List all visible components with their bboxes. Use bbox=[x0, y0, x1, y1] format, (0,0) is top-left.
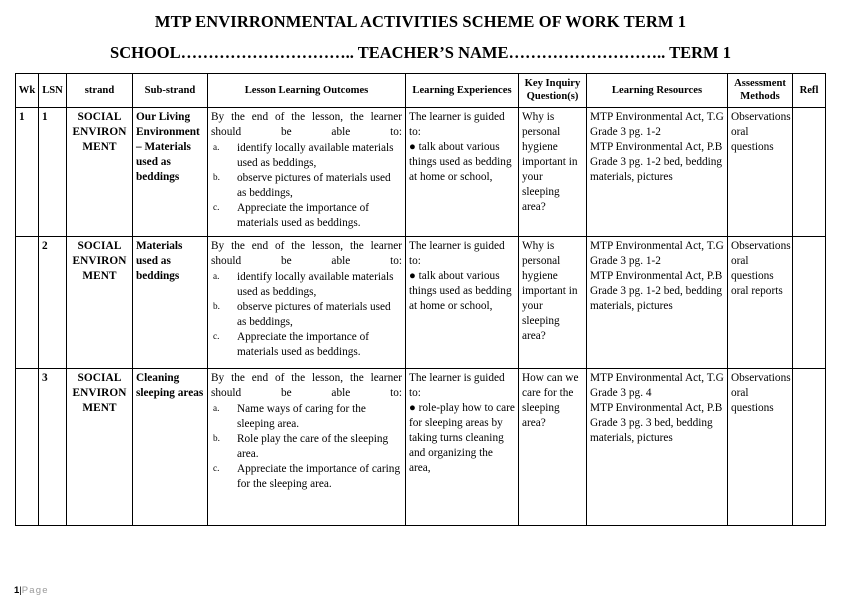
experiences-lead: The learner is guided to: bbox=[409, 111, 505, 139]
cell-assessment-methods bbox=[728, 108, 793, 237]
assessment-line: Observations bbox=[731, 372, 791, 385]
cell-key-inquiry-question: Why is personal hygiene important in your sleeping area? bbox=[519, 108, 587, 237]
outcome-text: observe pictures of materials used as beddings, bbox=[237, 172, 391, 200]
outcome-text: Appreciate the importance of caring for the sleeping area. bbox=[237, 463, 401, 491]
assessment-line-1: Assessment bbox=[734, 78, 786, 90]
outcome-marker: b. bbox=[213, 172, 220, 183]
document-page bbox=[0, 13, 841, 608]
assessment-line: oral bbox=[731, 126, 749, 139]
cell-learning-experiences bbox=[406, 108, 519, 237]
outcome-item bbox=[211, 402, 402, 432]
cell-refl bbox=[793, 108, 826, 237]
column-header-learning-experiences: Learning Experiences bbox=[406, 74, 519, 108]
column-header-key-inquiry-questions bbox=[519, 74, 587, 108]
outcome-text: Name ways of caring for the sleeping area. bbox=[237, 403, 366, 431]
outcomes-lead: By the end of the lesson, the learner should be able to: bbox=[211, 111, 402, 139]
cell-strand bbox=[67, 108, 133, 237]
strand-line: SOCIAL bbox=[77, 240, 122, 253]
outcomes-list bbox=[211, 270, 402, 360]
cell-lesson-number: 3 bbox=[39, 369, 67, 526]
outcome-item bbox=[211, 201, 402, 231]
cell-learning-resources bbox=[587, 108, 728, 237]
assessment-line: questions bbox=[731, 270, 774, 283]
outcome-item bbox=[211, 270, 402, 300]
strand-line: MENT bbox=[82, 270, 117, 283]
outcome-text: observe pictures of materials used as beddings, bbox=[237, 301, 391, 329]
cell-refl bbox=[793, 369, 826, 526]
scheme-of-work-table bbox=[15, 73, 826, 526]
cell-lesson-learning-outcomes bbox=[208, 237, 406, 369]
outcome-item bbox=[211, 171, 402, 201]
outcome-marker: a. bbox=[213, 271, 220, 282]
outcome-item bbox=[211, 141, 402, 171]
outcome-marker: c. bbox=[213, 202, 220, 213]
outcomes-lead: By the end of the lesson, the learner should be able to: bbox=[211, 372, 402, 400]
document-title: MTP ENVIRRONMENTAL ACTIVITIES SCHEME OF WORK TERM 1 bbox=[154, 12, 687, 31]
page-footer bbox=[14, 585, 824, 596]
table-header-row bbox=[16, 74, 826, 108]
table-row bbox=[16, 237, 826, 369]
outcome-marker: c. bbox=[213, 331, 220, 342]
resource-line: Grade 3 pg. 1-2 bbox=[590, 255, 661, 268]
assessment-line: oral bbox=[731, 387, 749, 400]
resource-line: MTP Environmental Act, P.B Grade 3 pg. 1-2 bed, bedding materials, pictures bbox=[590, 141, 723, 184]
resource-line: Grade 3 pg. 1-2 bbox=[590, 126, 661, 139]
cell-substrand: Materials used as beddings bbox=[133, 237, 208, 369]
cell-assessment-methods bbox=[728, 237, 793, 369]
cell-lesson-number: 1 bbox=[39, 108, 67, 237]
cell-week: 1 bbox=[16, 108, 39, 237]
column-header-refl: Refl bbox=[793, 74, 826, 108]
resource-line: Grade 3 pg. 4 bbox=[590, 387, 652, 400]
experience-bullet: ● talk about various things used as bedding at home or school, bbox=[409, 141, 512, 184]
table-row bbox=[16, 108, 826, 237]
outcome-item bbox=[211, 462, 402, 492]
cell-key-inquiry-question: How can we care for the sleeping area? bbox=[519, 369, 587, 526]
experience-bullet: ● talk about various things used as bedding at home or school, bbox=[409, 270, 512, 313]
footer-separator: | bbox=[19, 585, 22, 596]
assessment-line: oral reports bbox=[731, 285, 783, 298]
cell-week bbox=[16, 237, 39, 369]
strand-line: ENVIRON bbox=[72, 387, 127, 400]
outcome-text: Appreciate the importance of materials used as beddings. bbox=[237, 202, 370, 230]
resource-line: MTP Environmental Act, T.G bbox=[590, 111, 724, 124]
experiences-lead: The learner is guided to: bbox=[409, 240, 505, 268]
cell-lesson-number: 2 bbox=[39, 237, 67, 369]
cell-lesson-learning-outcomes bbox=[208, 108, 406, 237]
cell-learning-resources bbox=[587, 237, 728, 369]
cell-learning-experiences bbox=[406, 237, 519, 369]
resource-line: MTP Environmental Act, T.G bbox=[590, 240, 724, 253]
document-subtitle: SCHOOL………………………….. TEACHER’S NAME……………………….. TERM 1 bbox=[110, 43, 731, 63]
outcome-text: identify locally available materials used as beddings, bbox=[237, 271, 394, 299]
column-header-learning-resources: Learning Resources bbox=[587, 74, 728, 108]
cell-assessment-methods bbox=[728, 369, 793, 526]
table-body bbox=[16, 108, 826, 526]
outcome-item bbox=[211, 432, 402, 462]
column-header-strand: strand bbox=[67, 74, 133, 108]
outcome-item bbox=[211, 330, 402, 360]
cell-week bbox=[16, 369, 39, 526]
resource-line: MTP Environmental Act, P.B Grade 3 pg. 1-2 bed, bedding materials, pictures bbox=[590, 270, 723, 313]
cell-substrand: Cleaning sleeping areas bbox=[133, 369, 208, 526]
footer-page-number: 1 bbox=[14, 585, 20, 596]
table-row bbox=[16, 369, 826, 526]
strand-line: ENVIRON bbox=[72, 255, 127, 268]
footer-page-word: Page bbox=[21, 585, 49, 596]
outcomes-list bbox=[211, 402, 402, 492]
experience-bullet: ● role-play how to care for sleeping areas by taking turns cleaning and organizing the area, bbox=[409, 402, 515, 475]
outcomes-lead: By the end of the lesson, the learner should be able to: bbox=[211, 240, 402, 268]
cell-strand bbox=[67, 237, 133, 369]
key-inquiry-line-1: Key Inquiry bbox=[524, 78, 581, 90]
strand-line: SOCIAL bbox=[77, 372, 122, 385]
column-header-lesson-learning-outcomes: Lesson Learning Outcomes bbox=[208, 74, 406, 108]
outcome-item bbox=[211, 300, 402, 330]
experiences-lead: The learner is guided to: bbox=[409, 372, 505, 400]
key-inquiry-line-2: Question(s) bbox=[526, 90, 579, 102]
column-header-assessment-methods bbox=[728, 74, 793, 108]
outcome-marker: b. bbox=[213, 301, 220, 312]
column-header-lsn: LSN bbox=[39, 74, 67, 108]
strand-line: SOCIAL bbox=[77, 111, 122, 124]
cell-substrand: Our Living Environment – Materials used as beddings bbox=[133, 108, 208, 237]
assessment-line: questions bbox=[731, 141, 774, 154]
resource-line: MTP Environmental Act, P.B Grade 3 pg. 3 bed, bedding materials, pictures bbox=[590, 402, 723, 445]
cell-learning-resources bbox=[587, 369, 728, 526]
column-header-wk: Wk bbox=[16, 74, 39, 108]
outcome-text: Appreciate the importance of materials used as beddings. bbox=[237, 331, 370, 359]
outcome-marker: a. bbox=[213, 142, 220, 153]
strand-line: ENVIRON bbox=[72, 126, 127, 139]
cell-refl bbox=[793, 237, 826, 369]
outcome-marker: b. bbox=[213, 433, 220, 444]
cell-learning-experiences bbox=[406, 369, 519, 526]
resource-line: MTP Environmental Act, T.G bbox=[590, 372, 724, 385]
cell-strand bbox=[67, 369, 133, 526]
cell-key-inquiry-question: Why is personal hygiene important in your sleeping area? bbox=[519, 237, 587, 369]
assessment-line: oral bbox=[731, 255, 749, 268]
outcomes-list bbox=[211, 141, 402, 231]
outcome-marker: c. bbox=[213, 463, 220, 474]
strand-line: MENT bbox=[82, 141, 117, 154]
assessment-line: questions bbox=[731, 402, 774, 415]
outcome-marker: a. bbox=[213, 403, 220, 414]
table-header bbox=[16, 74, 826, 108]
assessment-line: Observations bbox=[731, 240, 791, 253]
outcome-text: Role play the care of the sleeping area. bbox=[237, 433, 389, 461]
assessment-line-2: Methods bbox=[740, 90, 780, 102]
assessment-line: Observations bbox=[731, 111, 791, 124]
strand-line: MENT bbox=[82, 402, 117, 415]
outcome-text: identify locally available materials used as beddings, bbox=[237, 142, 394, 170]
column-header-substrand: Sub-strand bbox=[133, 74, 208, 108]
cell-lesson-learning-outcomes bbox=[208, 369, 406, 526]
